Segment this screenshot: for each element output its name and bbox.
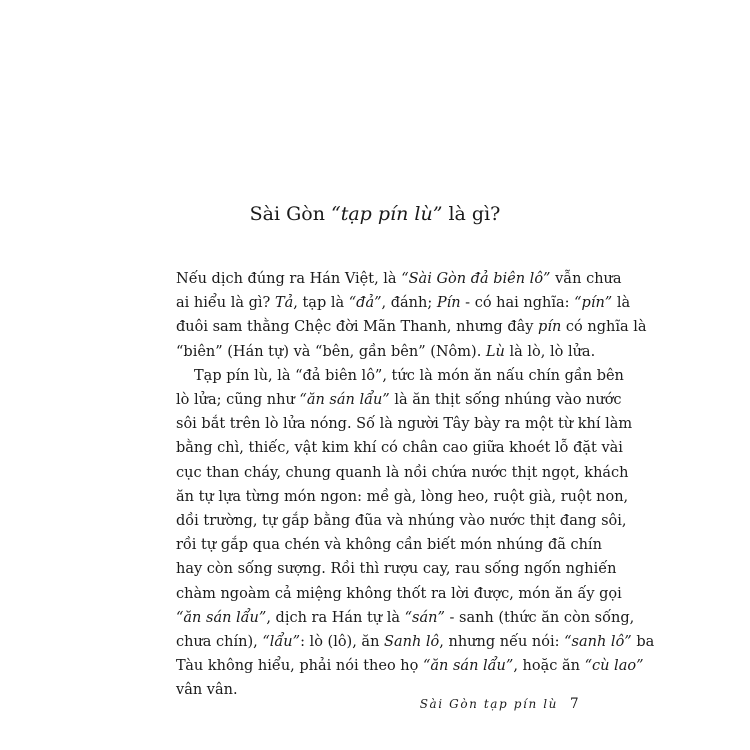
text-line xyxy=(176,412,633,436)
text-run: hay còn sống sượng. Rồi thì rượu cay, rau sống ngốn nghiến xyxy=(176,561,617,578)
text-run: chàm ngoàm cả miệng không thốt ra lời được, món ăn ấy gọi xyxy=(176,585,622,602)
text-run: có nghĩa là xyxy=(561,319,647,336)
text-run: ai hiểu là gì? xyxy=(176,295,275,312)
text-run: lò lửa; cũng như xyxy=(176,392,300,409)
text-run: là ăn thịt sống nhúng vào nước xyxy=(389,392,622,409)
text-run: Tạp pín lù, là “đả biên lô”, tức là món ăn nấu chín gần bên xyxy=(194,367,624,384)
italic-run: “pín” xyxy=(574,295,613,312)
text-run: : lò (lô), ăn xyxy=(300,634,385,651)
chapter-title xyxy=(0,200,750,228)
text-run: - có hai nghĩa: xyxy=(460,295,575,312)
text-line xyxy=(176,291,631,315)
paragraph xyxy=(176,364,655,703)
text-line xyxy=(176,606,635,630)
italic-run: Lù xyxy=(485,343,505,360)
text-line xyxy=(176,557,617,581)
text-run: sôi bắt trên lò lửa nóng. Số là người Tây bày ra một từ khí làm xyxy=(176,416,633,433)
text-line xyxy=(176,461,629,485)
text-run: , hoặc ăn xyxy=(513,658,585,675)
italic-run: “Sài Gòn đả biên lô” xyxy=(401,271,551,287)
text-line xyxy=(176,485,629,509)
italic-run: “ăn sán lẩu” xyxy=(176,609,267,626)
text-run: Tàu không hiểu, phải nói theo họ xyxy=(176,658,423,675)
text-line xyxy=(176,340,596,364)
text-line xyxy=(176,654,644,678)
italic-run: Tả xyxy=(274,295,294,312)
text-run: rồi tự gắp qua chén và không cần biết món nhúng đã chín xyxy=(176,537,602,554)
text-run: “biên” (Hán tự) và “bên, gần bên” (Nôm). xyxy=(176,343,486,360)
title-prefix: Sài Gòn xyxy=(249,203,331,225)
text-run: cục than cháy, chung quanh là nồi chứa nước thịt ngọt, khách xyxy=(176,464,629,481)
text-line xyxy=(176,315,647,339)
italic-run: pín xyxy=(538,319,562,336)
italic-run: Sanh lô xyxy=(384,634,440,651)
page-number: 7 xyxy=(570,696,579,712)
italic-run: “lẩu” xyxy=(262,634,301,651)
text-run: là lò, lò lửa. xyxy=(504,343,596,360)
paragraph xyxy=(176,267,647,364)
text-line xyxy=(176,509,627,533)
text-run: , tạp là xyxy=(293,295,349,312)
title-suffix: là gì? xyxy=(442,203,501,225)
text-run: ăn tự lựa từng món ngon: mề gà, lòng heo, ruột già, ruột non, xyxy=(176,488,629,505)
text-run: là xyxy=(612,295,631,312)
italic-run: “ăn sán lẩu” xyxy=(422,658,514,675)
text-line xyxy=(176,436,623,460)
text-run: vẫn chưa xyxy=(550,271,622,287)
text-run: Nếu dịch đúng ra Hán Việt, là xyxy=(176,271,402,287)
text-run: - sanh (thức ăn còn sống, xyxy=(444,609,635,626)
body-text xyxy=(176,267,655,703)
italic-run: “sanh lô” xyxy=(564,634,632,651)
text-run: bằng chì, thiếc, vật kim khí có chân cao giữa khoét lỗ đặt vài xyxy=(176,440,623,457)
text-line xyxy=(176,267,622,291)
text-run: chưa chín), xyxy=(176,634,263,651)
text-line xyxy=(176,630,655,654)
text-run: ba xyxy=(631,634,655,651)
text-run: đuôi sam thằng Chệc đời Mãn Thanh, nhưng đây xyxy=(176,319,539,336)
text-line xyxy=(176,533,602,557)
text-line xyxy=(176,388,622,412)
text-run: , đánh; xyxy=(381,295,437,312)
text-run: dồi trường, tự gắp bằng đũa và nhúng vào nước thịt đang sôi, xyxy=(176,513,627,530)
text-line xyxy=(176,582,622,606)
running-head: Sài Gòn tạp pín lù xyxy=(419,697,558,711)
text-run: , dịch ra Hán tự là xyxy=(266,609,405,626)
italic-run: “ăn sán lẩu” xyxy=(299,392,390,409)
text-line xyxy=(176,364,624,388)
italic-run: “sán” xyxy=(404,609,445,626)
text-run: vân vân. xyxy=(176,682,238,699)
italic-run: “đả” xyxy=(348,295,382,312)
italic-run: “cù lao” xyxy=(584,658,644,675)
title-italic: “tạp pín lù” xyxy=(331,203,443,225)
italic-run: Pín xyxy=(436,295,461,312)
text-run: , nhưng nếu nói: xyxy=(439,634,565,651)
